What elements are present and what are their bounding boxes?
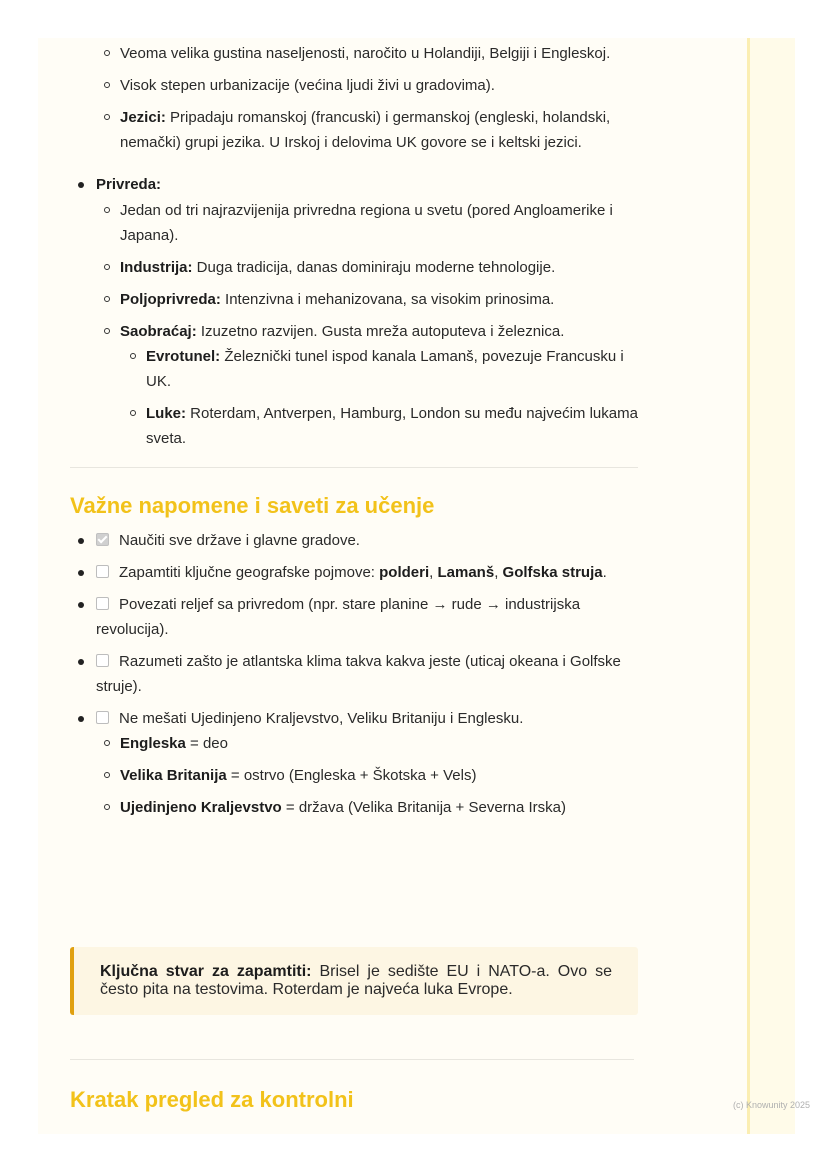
checklist-item: Ne mešati Ujedinjeno Kraljevstvo, Veliku Britaniju i Englesku. Engleska = deo Velika Britanija = ostrvo (Engleska + Škotska + Vels) Ujedinjeno Kraljevstvo = država (Velika Britanija + Severna Irska) xyxy=(70,706,638,820)
list-item: Industrija: Duga tradicija, danas dominiraju moderne tehnologije. xyxy=(70,255,638,280)
checkbox-icon[interactable] xyxy=(96,597,109,610)
population-list xyxy=(70,41,638,155)
economy-sublist xyxy=(70,198,638,451)
uk-terms-sublist xyxy=(70,731,638,820)
list-item: Veoma velika gustina naseljenosti, naročito u Holandiji, Belgiji i Engleskoj. xyxy=(70,41,638,66)
checkbox-icon[interactable] xyxy=(96,565,109,578)
traffic-sublist xyxy=(70,344,638,451)
checkbox-icon[interactable] xyxy=(96,711,109,724)
list-item: Luke: Roterdam, Antverpen, Hamburg, London su među najvećim lukama sveta. xyxy=(70,401,638,451)
list-item: Ujedinjeno Kraljevstvo = država (Velika Britanija + Severna Irska) xyxy=(70,795,638,820)
list-item: Jedan od tri najrazvijenija privredna regiona u svetu (pored Angloamerike i Japana). xyxy=(70,198,638,248)
section-heading-tips: Važne napomene i saveti za učenje xyxy=(70,493,435,518)
list-item: Visok stepen urbanizacije (većina ljudi živi u gradovima). xyxy=(70,73,638,98)
list-item: Evrotunel: Železnički tunel ispod kanala Lamanš, povezuje Francusku i UK. xyxy=(70,344,638,394)
checkbox-icon[interactable] xyxy=(96,654,109,667)
list-item-economy xyxy=(70,172,638,451)
callout-text: Ključna stvar za zapamtiti: Brisel je sedište EU i NATO-a. Ovo se često pita na testovima. Roterdam je najveća luka Evrope. xyxy=(100,963,612,998)
divider xyxy=(70,467,638,468)
document-content xyxy=(70,38,638,827)
section-label: Privreda: xyxy=(96,176,162,193)
list-item: Engleska = deo xyxy=(70,731,638,756)
tips-checklist xyxy=(70,528,638,820)
list-item: Saobraćaj: Izuzetno razvijen. Gusta mreža autoputeva i železnica. Evrotunel: Železnički tunel ispod kanala Lamanš, povezuje Francusku i UK. Luke: Roterdam, Antverpen, Hamburg, London su među najvećim lukama sveta. xyxy=(70,319,638,451)
section-heading-summary: Kratak pregled za kontrolni xyxy=(70,1087,354,1112)
list-item: Poljoprivreda: Intenzivna i mehanizovana, sa visokim prinosima. xyxy=(70,287,638,312)
list-item: Velika Britanija = ostrvo (Engleska + Škotska + Vels) xyxy=(70,763,638,788)
key-takeaway-callout xyxy=(70,947,638,1015)
divider xyxy=(70,1059,634,1060)
page-side-rail xyxy=(747,38,795,1134)
list-item: Jezici: Pripadaju romanskoj (francuski) i germanskoj (engleski, holandski, nemački) grupi jezika. U Irskoj i delovima UK govore se i keltski jezici. xyxy=(70,105,638,155)
checklist-item: Povezati reljef sa privredom (npr. stare planine → rude → industrijska revolucija). xyxy=(70,592,638,642)
checklist-item: Zapamtiti ključne geografske pojmove: polderi, Lamanš, Golfska struja. xyxy=(70,560,638,585)
checklist-item: Razumeti zašto je atlantska klima takva kakva jeste (uticaj okeana i Golfske struje). xyxy=(70,649,638,699)
term-label: Jezici: xyxy=(120,109,166,126)
checkbox-checked-icon[interactable] xyxy=(96,533,109,546)
economy-list xyxy=(70,172,638,451)
checklist-item: Naučiti sve države i glavne gradove. xyxy=(70,528,638,553)
document-page xyxy=(38,38,792,1134)
copyright-footer: (c) Knowunity 2025 xyxy=(732,1100,810,1110)
